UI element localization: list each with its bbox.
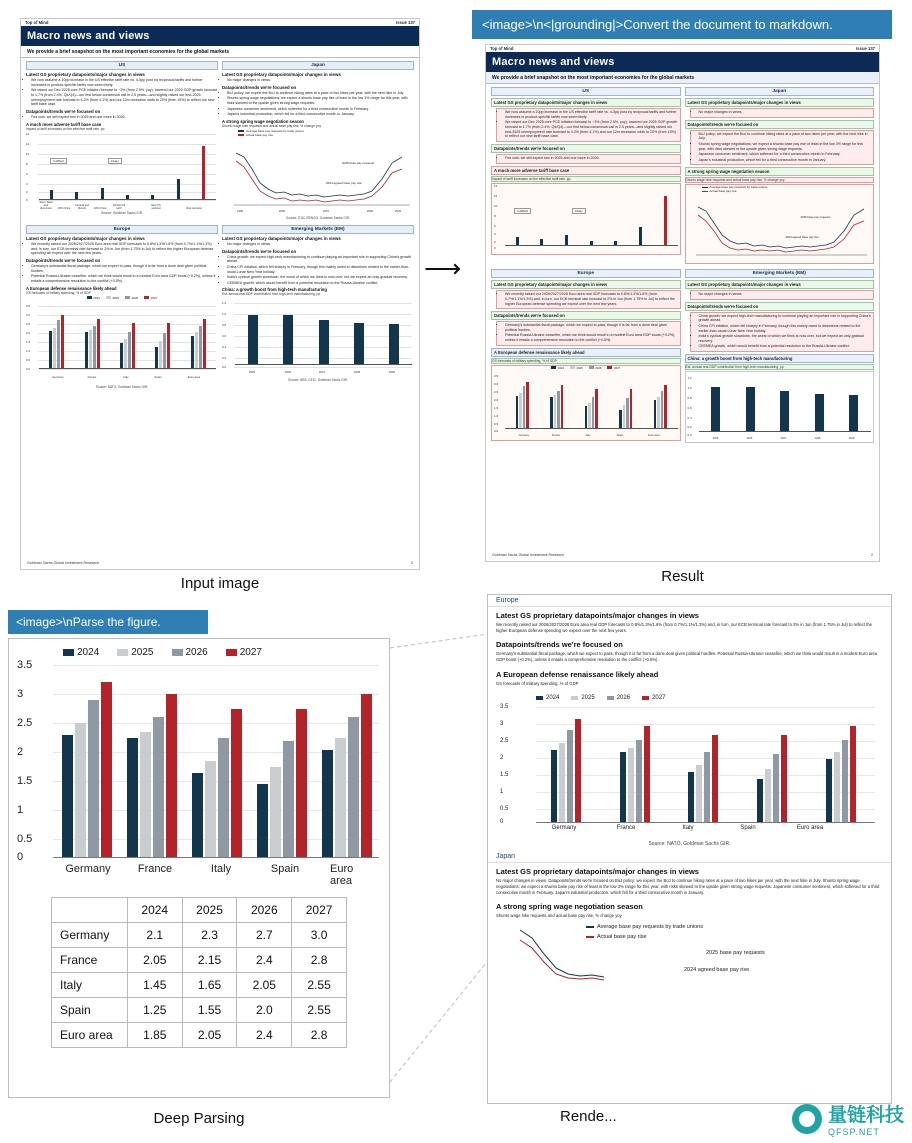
jp-chart-source: Source: ITUC-RENGO, Goldman Sachs GIR.: [286, 215, 350, 220]
section-title-japan: Japan: [222, 61, 414, 70]
cell-value: 2.55: [292, 998, 347, 1023]
render-chart-sub-europe: GS forecasts of military spending, % of GDP: [496, 680, 579, 686]
us-bullets-2: [31, 115, 218, 120]
result-header: [486, 45, 879, 53]
bar-group-spain: [249, 709, 314, 857]
render-chart-head-japan: A strong spring wage negotiation season: [496, 902, 643, 912]
render-jp-ann-1: 2025 base pay requests: [706, 950, 765, 957]
table-col-2024: 2024: [127, 898, 182, 923]
em-chart-source: Source: NBS, CEIC, Goldman Sachs GIR.: [288, 378, 348, 383]
list-item: • Japan's industrial production, which fell for a third consecutive month in January.: [699, 158, 872, 163]
result-em-bullets-2: [690, 312, 875, 352]
eu-chart-bars: [39, 306, 216, 369]
eu-bullets-2: [31, 264, 218, 284]
list-item: • China CPI inflation, which fell sharply in February, though this mainly owed to distortions related to the earlier-than-usual Lunar New Year holiday.: [227, 265, 414, 274]
y-tick-3-5: 3.5: [17, 659, 33, 671]
x-tick-france: France: [137, 863, 173, 875]
jp-chart-subtitle: Shunto wage hike requests and actual base pay rise, % change yoy: [222, 123, 321, 128]
result-jp-chart: Average base pay requests by trade unions Actual base pay rise 2025 base pay requests 2024 agreed base pay rise: [685, 184, 875, 264]
result-footer: [486, 551, 879, 559]
table-header-row: [52, 898, 347, 923]
result-jp-bullets-1: [690, 108, 875, 118]
render-chart-sub-japan: Shunto wage hike requests and actual base pay rise, % change yoy: [496, 913, 622, 919]
render-jp-legend-2: Actual base pay rise: [586, 934, 647, 940]
result-jp-line-chart-svg: [694, 203, 869, 258]
legend-2025: 2025: [117, 647, 153, 658]
jp-bullets-1: [227, 78, 414, 83]
result-header-right: Issue 137: [856, 46, 875, 51]
x-tick-euro-area: Euro area: [330, 863, 354, 887]
us-chart: 14 12 10 8 6 4 2 0 In Effect Likely Steel, Steel and Aluminium 20% China Canada and Mexico 10% China Reciprocal tariff New US sectoral Risk scenario: [26, 132, 218, 210]
bar-group-france: [120, 694, 185, 857]
table-col-2025: 2025: [182, 898, 237, 923]
eu-chart-subtitle: GS forecasts of military spending, % of GDP: [26, 290, 91, 295]
list-item: • We recently raised our 2026/2027/2028 Euro area real GDP forecasts to 0.8%/1.3%/1.6% (from 0.7%/1.1%/1.3%) and, in turn, our ECB terminal rate forecast to 2% in Jun (from 1.75% in Jul) to reflect the higher European defense spending we expect over the next few years.: [505, 292, 678, 306]
render-head-europe: Latest GS proprietary datapoints/major changes in views: [496, 611, 699, 620]
eu-head-1: Latest GS proprietary datapoints/major changes in views: [26, 235, 145, 241]
list-item: • Japan's industrial production, which fell for a third consecutive month in January.: [227, 112, 414, 117]
cell-value: 2.3: [182, 923, 237, 948]
cell-value: 2.05: [127, 948, 182, 973]
render-europe-chart: 2024 2025 2026 2027 3.5 3 2.5 2 1.5 1 0.5 0 Germany France Italy Spain Euro area: [496, 691, 883, 841]
jp-chart: Average base pay requests by trade unions Actual base pay rise 2025 base pay requests 2024 agreed base pay rise 1990 2000 2010 2020 2025: [222, 129, 414, 215]
input-document-page[interactable]: [20, 18, 420, 570]
list-item: • Shunto spring wage negotiations: we expect a shunto base pay rise of least in the low 3% range for this year, with risks skewed to the upside given strong wage requests.: [227, 96, 414, 105]
list-item: • No major changes in views.: [699, 292, 872, 297]
cell-label: Italy: [52, 973, 128, 998]
section-title-us: US: [26, 61, 218, 70]
list-item: • India's cyclical growth slowdown, the worst of which we think is now over, but we expect an only-gradual recovery.: [699, 334, 872, 343]
us-chart-bars: [39, 134, 216, 200]
list-item: • BoJ policy: we expect the BoJ to continue hiking rates at a pace of two hikes per year, with the next hike in July.: [227, 91, 414, 96]
y-tick-2-5: 2.5: [17, 717, 33, 729]
bar-group-euro-area: [314, 694, 379, 857]
result-section-title-europe: Europe: [491, 269, 681, 278]
y-tick-1-5: 1.5: [17, 775, 33, 787]
cell-value: 2.7: [237, 923, 292, 948]
result-jp-bullets-2: [690, 130, 875, 166]
result-eu-head-2: Datapoints/trends we're focused on: [491, 311, 681, 320]
result-us-head-2: Datapoints/trends we're focused on: [491, 144, 681, 153]
y-tick-0-5: 0.5: [17, 833, 33, 845]
render-jp-ann-2: 2024 agreed base pay rise: [684, 967, 750, 974]
result-section-us: [491, 87, 681, 264]
bar-group-italy: [185, 709, 250, 857]
result-us-chart-subtitle: Impact of tariff increases on the effective tariff rate, pp: [491, 176, 681, 182]
section-em: [222, 225, 414, 389]
em-head-1: Latest GS proprietary datapoints/major changes in views: [222, 235, 341, 241]
jp-annotation-2: 2024 agreed base pay rise: [326, 180, 362, 185]
list-item: • Germany's substantial fiscal package, which we expect to pass, though it is far from a done deal given political hurdles.: [31, 264, 218, 273]
bar-group-germany: [55, 682, 120, 857]
row-us-japan: [21, 58, 419, 220]
cell-value: 1.65: [182, 973, 237, 998]
result-section-em: [685, 269, 875, 443]
result-section-japan: [685, 87, 875, 264]
result-header-left: Top of Mind: [490, 46, 514, 51]
result-section-title-us: US: [491, 87, 681, 96]
caption-deep-parsing: Deep Parsing: [153, 1110, 245, 1127]
result-eu-bullets-1: [496, 290, 681, 309]
cell-value: 1.25: [127, 998, 182, 1023]
cell-value: 2.55: [292, 973, 347, 998]
result-eu-chart: 2024 2025 2026 2027 3.5 3.0 2.5 2.0 1.5 1.0 0.5 0.0 Germany France Italy Spain Euro area: [491, 365, 681, 441]
x-tick-spain: Spain: [270, 863, 300, 875]
us-head-2: Datapoints/trends we're focused on: [26, 109, 101, 115]
render-chart-source: Source: NATO, Goldman Sachs GIR.: [648, 841, 731, 848]
result-title: Macro news and views: [486, 53, 879, 72]
cell-value: 3.0: [292, 923, 347, 948]
result-section-europe: [491, 269, 681, 443]
list-item: • Germany's substantial fiscal package, which we expect to pass, though it is far from a done deal given political hurdles.: [505, 323, 678, 332]
y-tick-2-0: 2: [17, 746, 24, 758]
table-col-2027: 2027: [292, 898, 347, 923]
em-head-2: Datapoints/trends we're focused on: [222, 248, 297, 254]
section-title-em: Emerging Markets (EM): [222, 225, 414, 234]
result-document-page[interactable]: [485, 44, 880, 562]
result-us-chart: 14 12 10 8 6 4 2 0 In Effect Likely: [491, 183, 681, 255]
cell-label: Euro area: [52, 1023, 128, 1048]
us-head-1: Latest GS proprietary datapoints/major changes in views: [26, 72, 145, 77]
prompt-markdown: <image>\n<|grounding|>Convert the document to markdown.: [472, 10, 892, 39]
cell-value: 1.45: [127, 973, 182, 998]
caption-input-image: Input image: [180, 575, 260, 592]
cell-value: 2.0: [237, 998, 292, 1023]
list-item: • Shunto spring wage negotiations: we expect a shunto base pay rise of least in the low 3% range for this year, with risks skewed to the upside given strong wage requests.: [699, 142, 872, 151]
result-eu-chart-title: A European defense renaissance likely ahead: [491, 348, 681, 357]
result-us-chart-title: A much more adverse tariff base case: [491, 166, 681, 175]
list-item: • China CPI inflation, which fell sharply in February, though this mainly owed to distortions related to the earlier-than-usual Lunar New Year holiday.: [699, 324, 872, 333]
render-body-japan: No major changes in views. Datapoints/trends we're focused on BoJ policy: we expect the BoJ to continue hiking rates at a pace of two hikes per year, with the next hike in July. Shunto spring wage negotiations: we expect a shunto base pay rise of least in the low 3% range for this year, with risks skewed to the upside given strong wage requests. Japanese consumer sentiment, which softened for a third consecutive month in February. Japan's industrial production, which fell for a third consecutive month in January.: [496, 878, 880, 895]
footer-left: Goldman Sachs Global Investment Research: [27, 561, 99, 565]
render-body-europe-2: Germany's substantial fiscal package, which we expect to pass, though it is far from a done deal given political hurdles. Potential Russia-Ukraine ceasefire, which we think would result in a modest Euro area GDP boost (+0.2%), unless it entails a comprehensive resolution to the conflict (+0.5%).: [496, 651, 878, 663]
result-section-title-japan: Japan: [685, 87, 875, 96]
jp-bullets-2: [227, 91, 414, 117]
y-tick-3-0: 3: [17, 688, 24, 700]
list-item: • We recently raised our 2026/2027/2028 Euro area real GDP forecasts to 0.8%/1.3%/1.6% (from 0.7%/1.1%/1.3%) and, in turn, our ECB terminal rate forecast to 2% in Jun (from 1.75% in Jul) to reflect the higher European defense spending we expect over the next few years.: [31, 242, 218, 256]
watermark-domain: QFSP.NET: [827, 1127, 880, 1137]
result-em-head-1: Latest GS proprietary datapoints/major changes in views: [685, 280, 875, 289]
cell-label: France: [52, 948, 128, 973]
render-jp-legend-1: Average base pay requests by trade unions: [586, 924, 703, 930]
list-item: • China growth: we expect high-tech manufacturing to continue playing an important role in supporting China's growth ahead.: [227, 255, 414, 264]
us-chart-subtitle: Impact of tariff increases on the effective tariff rate, pp: [26, 126, 105, 131]
cell-value: 2.4: [237, 948, 292, 973]
us-chart-title: A much more adverse tariff base case: [26, 121, 102, 127]
result-em-bullets-1: [690, 290, 875, 300]
result-jp-head-1: Latest GS proprietary datapoints/major changes in views: [685, 98, 875, 107]
europe-defense-chart: [13, 643, 387, 887]
list-item: • BoJ policy: we expect the BoJ to continue hiking rates at a pace of two hikes per year, with the next hike in July.: [699, 132, 872, 141]
em-chart-subtitle: Est. annual real GDP contribution from high-tech manufacturing, pp: [222, 292, 321, 297]
result-footer-left: Goldman Sachs Global Investment Research: [492, 553, 564, 557]
list-item: • We raised our Dec 2025 core PCE inflation forecast to ~3% (from 2.5%, yoy), lowered our 2025 GDP growth forecast to 1.7% (from 2.4%, Q4/Q4)—our first below-consensus call in 2.5 years—and slightly raised our end-2025 unemployment rate forecast to 4.2% (from 4.1%) and our 12m recession odds to 20% (from 15%) to reflect our new tariff base case.: [31, 88, 218, 107]
legend-2027: 2027: [226, 647, 262, 658]
list-item: • Fed cuts: we still expect two in 2025 and one more in 2026.: [505, 156, 678, 161]
legend-2024: 2024: [63, 647, 99, 658]
em-chart-title: China: a growth boost from high-tech manufacturing: [222, 287, 327, 293]
result-em-chart: 1.2 1.0 0.8 0.6 0.4 0.2 0.0 2025 2026 2027 2028 2029: [685, 371, 875, 443]
table-row: [52, 973, 347, 998]
list-item: • CEEMEA growth, which would benefit from a potential resolution to the Russia-Ukraine conflict.: [699, 344, 872, 349]
result-section-title-em: Emerging Markets (EM): [685, 269, 875, 278]
cell-value: 2.8: [292, 1023, 347, 1048]
footer-right: 2: [411, 561, 413, 565]
y-tick-1-0: 1: [17, 804, 24, 816]
caption-result: Result: [661, 568, 704, 585]
cell-value: 2.4: [237, 1023, 292, 1048]
cell-value: 2.05: [182, 1023, 237, 1048]
section-title-europe: Europe: [26, 225, 218, 234]
document-title: Macro news and views: [21, 27, 419, 46]
cell-value: 2.15: [182, 948, 237, 973]
table-col-2026: 2026: [237, 898, 292, 923]
eu-bullets-1: [31, 242, 218, 256]
eu-head-2: Datapoints/trends we're focused on: [26, 258, 101, 263]
y-tick-0-0: 0: [17, 851, 24, 863]
list-item: • Potential Russia-Ukraine ceasefire, which we think would result in a modest Euro area GDP boost (+0.2%), unless it entails a comprehensive resolution to the conflict (+0.5%).: [31, 274, 218, 283]
result-row-2: [486, 266, 879, 443]
result-subtitle: We provide a brief snapshot on the most important economies for the global markets: [486, 72, 879, 84]
section-japan: [222, 61, 414, 220]
list-item: • Potential Russia-Ukraine ceasefire, which we think would result in a modest Euro area GDP boost (+0.2%), unless it entails a comprehensive resolution to the conflict (+0.5%).: [505, 333, 678, 342]
list-item: • We now assume a 10pp increase in the US effective tariff rate vs. 4-5pp post eq reciprocal tariffs and further increases in product-specific tariffs now seem likely.: [31, 78, 218, 87]
render-chart-legend: 2024 2025 2026 2027: [536, 695, 875, 701]
legend-2026: 2026: [172, 647, 208, 658]
watermark: [792, 1100, 904, 1137]
list-item: • CEEMEA growth, which would benefit from a potential resolution to the Russia-Ukraine conflict.: [227, 281, 414, 286]
document-subtitle: We provide a brief snapshot on the most important economies for the global markets: [21, 46, 419, 58]
list-item: • No major changes in views.: [227, 242, 414, 247]
jp-line-chart-svg: [232, 149, 412, 209]
chart-bars: [55, 665, 379, 857]
list-item: • No major changes in views.: [699, 110, 872, 115]
result-row-1: [486, 84, 879, 264]
jp-head-2: Datapoints/trends we're focused on: [222, 84, 297, 90]
rendering-panel[interactable]: [487, 594, 892, 1104]
caption-rendering: Rende...: [560, 1108, 617, 1125]
deep-parsing-panel[interactable]: [8, 638, 390, 1098]
x-tick-germany: Germany: [65, 863, 111, 875]
result-eu-head-1: Latest GS proprietary datapoints/major changes in views: [491, 280, 681, 289]
arrow-icon: ⟶: [424, 253, 462, 283]
table-row: [52, 998, 347, 1023]
chart-data-table[interactable]: [51, 897, 347, 1048]
document-header-left: Top of Mind: [25, 20, 49, 25]
row-europe-em: [21, 222, 419, 389]
eu-chart-source: Source: NATO, Goldman Sachs GIR.: [95, 384, 149, 389]
em-bullets-2: [227, 255, 414, 286]
x-tick-italy: Italy: [210, 863, 232, 875]
result-em-head-2: Datapoints/trends we're focused on: [685, 302, 875, 311]
section-europe: [26, 225, 218, 389]
section-us: [26, 61, 218, 220]
cell-value: 1.55: [182, 998, 237, 1023]
result-eu-chart-subtitle: GS forecasts of military spending, % of GDP: [491, 358, 681, 364]
result-em-chart-title: China: a growth boost from high-tech manufacturing: [685, 354, 875, 363]
result-us-head-1: Latest GS proprietary datapoints/major changes in views: [491, 98, 681, 107]
render-section-tag-europe: Europe: [488, 595, 891, 607]
render-body-europe: We recently raised our 2026/2027/2028 Euro area real GDP forecasts to 0.8%/1.3%/1.6% (from 0.7%/1.1%/1.3%) and, in turn, our ECB terminal rate forecast to 2% in Jun (from 1.75% in Jul) to reflect the higher European defense spending we expect over the next few years.: [496, 622, 872, 633]
result-em-chart-subtitle: Est. annual real GDP contribution from high-tech manufacturing, pp: [685, 364, 875, 370]
eu-chart: 2024 2025 2026 2027 3.5 3.0 2.5 2.0 1.5 1.0 0.5 0.0 Germany France Italy Spain Euro area: [26, 296, 218, 384]
list-item: • Fed cuts: we still expect two in 2025 and one more in 2026.: [31, 115, 218, 120]
us-bullets-1: [31, 78, 218, 107]
list-item: • We raised our Dec 2025 core PCE inflation forecast to ~3% (from 2.5%, yoy), lowered our 2025 GDP growth forecast to 1.7% (from 2.4%, Q4/Q4)—our first below-consensus call in 2.5 years—and slightly raised our end-2025 unemployment rate forecast to 4.2% (from 4.1%) and our 12m recession odds to 20% (from 15%) to reflect our new tariff base case.: [505, 120, 678, 139]
watermark-brand: 量链科技: [827, 1105, 904, 1126]
us-chart-source: Source: Goldman Sachs GIR.: [101, 210, 143, 215]
list-item: • Japanese consumer sentiment, which softened for a third consecutive month in February.: [227, 107, 414, 112]
chart-legend: [63, 647, 379, 658]
result-jp-chart-title: A strong spring wage negotiation season: [685, 167, 875, 176]
document-footer: [21, 559, 419, 567]
table-row: [52, 923, 347, 948]
cell-value: 2.05: [237, 973, 292, 998]
eu-chart-legend: 2024 2025 2026 2027: [26, 296, 218, 300]
list-item: • We now assume a 10pp increase in the US effective tariff rate vs. 4-5pp post eq reciprocal tariffs and further increases in product-specific tariffs now seem likely.: [505, 110, 678, 119]
result-us-bullets-2: [496, 154, 681, 164]
document-header-right: Issue 137: [396, 20, 415, 25]
eu-chart-title: A European defense renaissance likely ahead: [26, 285, 117, 291]
result-footer-right: 2: [871, 553, 873, 557]
cell-label: Germany: [52, 923, 128, 948]
em-bullets-1: [227, 242, 414, 247]
list-item: • India's cyclical growth slowdown, the worst of which we think is now over, but we expect an only-gradual recovery.: [227, 275, 414, 280]
result-jp-head-2: Datapoints/trends we're focused on: [685, 120, 875, 129]
result-eu-bullets-2: [496, 321, 681, 346]
em-chart-bars: [235, 303, 412, 365]
document-header: [21, 19, 419, 27]
cell-value: 1.85: [127, 1023, 182, 1048]
list-item: • China growth: we expect high-tech manufacturing to continue playing an important role in supporting China's growth ahead.: [699, 314, 872, 323]
render-head-europe-2: Datapoints/trends we're focused on: [496, 640, 623, 650]
jp-legend-1: Average base pay requests by trade unions: [238, 129, 414, 133]
render-japan-chart: [496, 922, 883, 982]
cell-value: 2.1: [127, 923, 182, 948]
render-head-japan: Latest GS proprietary datapoints/major changes in views: [496, 867, 699, 877]
render-jp-line-svg: [516, 924, 892, 982]
render-chart-head-europe: A European defense renaissance likely ahead: [496, 669, 659, 679]
em-chart: 1.2 1.0 0.8 0.6 0.4 0.2 0.0 2025 2026 2027 2028 2029: [222, 297, 414, 377]
jp-legend-2: Actual base pay rise: [238, 133, 414, 137]
prompt-parse-figure: <image>\nParse the figure.: [8, 610, 208, 634]
cell-value: 2.8: [292, 948, 347, 973]
list-item: • No major changes in views.: [227, 78, 414, 83]
list-item: • Japanese consumer sentiment, which softened for a third consecutive month in February.: [699, 152, 872, 157]
result-us-bullets-1: [496, 108, 681, 142]
result-jp-chart-subtitle: Shunto wage hike requests and actual base pay rise, % change yoy: [685, 177, 875, 183]
render-section-tag-japan: Japan: [488, 851, 891, 863]
logo-icon: [792, 1104, 822, 1134]
jp-head-1: Latest GS proprietary datapoints/major changes in views: [222, 72, 341, 77]
table-row: [52, 948, 347, 973]
jp-chart-title: A strong spring wage negotiation season: [222, 118, 304, 124]
jp-annotation-1: 2025 base pay requests: [342, 160, 375, 165]
cell-label: Spain: [52, 998, 128, 1023]
table-corner: [52, 898, 128, 923]
table-row: [52, 1023, 347, 1048]
